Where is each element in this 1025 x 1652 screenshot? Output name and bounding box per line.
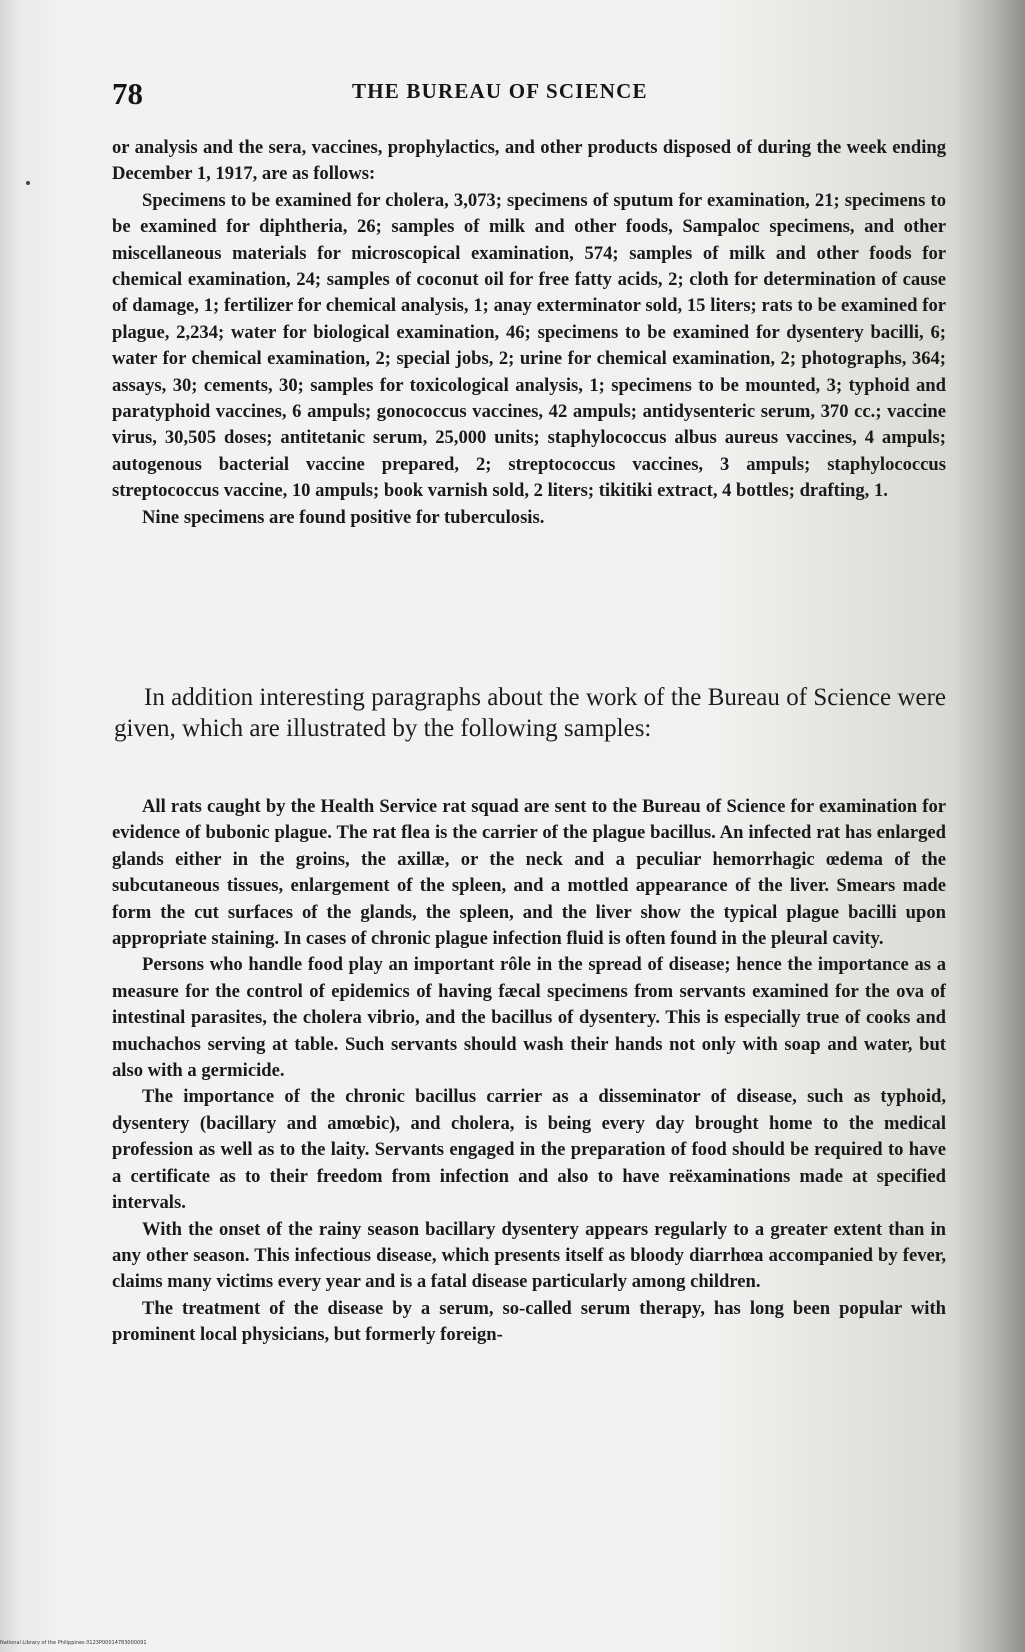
paragraph-rats-plague: All rats caught by the Health Service rat squad are sent to the Bureau of Science for examination for evidence of bubonic plague. The rat flea is the carrier of the plague bacillus. An infected rat has enlarged glands either in the groins, the axillæ, or the neck and a peculiar hemorrhagic œdema of the subcutaneous tissues, enlargement of the spleen, and a mottled appearance of the liver. Smears made form the cut surfaces of the glands, the spleen, and the liver show the typical plague bacilli upon appropriate staining. In cases of chronic plague infection fluid is often found in the pleural cavity. — [112, 796, 946, 950]
paragraph-specimen-list: Specimens to be examined for cholera, 3,073; specimens of sputum for examination, 21; specimens to be examined for diphtheria, 26; samples of milk and other foods, Sampaloc specimens, and other miscellaneous materials for microscopical examination, 574; samples of milk and other foods for chemical examination, 24; samples of coconut oil for free fatty acids, 2; cloth for determination of cause of damage, 1; fertilizer for chemical analysis, 1; anay exterminator sold, 15 liters; rats to be examined for plague, 2,234; water for biological examination, 46; specimens to be examined for dysentery bacilli, 6; water for chemical examination, 2; special jobs, 2; urine for chemical examination, 2; photographs, 364; assays, 30; cements, 30; samples for toxicological analysis, 1; specimens to be mounted, 3; typhoid and paratyphoid vaccines, 6 ampuls; gonococcus vaccines, 42 ampuls; antidysenteric serum, 370 cc.; vaccine virus, 30,505 doses; antitetanic serum, 25,000 units; staphylococcus albus aureus vaccines, 4 ampuls; autogenous bacterial vaccine prepared, 2; streptococcus vaccines, 3 ampuls; staphylococcus streptococcus vaccine, 10 ampuls; book varnish sold, 2 liters; tikitiki extract, 4 bottles; drafting, 1. — [112, 189, 946, 502]
paragraph-serum-therapy: The treatment of the disease by a serum, so-called serum therapy, has long been popular with prominent local physicians, but formerly foreign- — [112, 1297, 946, 1346]
paragraph-continuation: or analysis and the sera, vaccines, prophylactics, and other products disposed of during the week ending December 1, 1917, are as follows: — [112, 137, 946, 185]
page-number: 78 — [112, 76, 143, 111]
text-block-bottom — [112, 794, 946, 1349]
paragraph-bacillus-carrier: The importance of the chronic bacillus carrier as a disseminator of disease, such as typhoid, dysentery (bacillary and amœbic), and cholera, is being every day brought home to the medical profession as well as to the laity. Servants engaged in the preparation of food should be required to have a certificate as to their freedom from infection and also to have reëxaminations made at specified intervals. — [112, 1086, 946, 1214]
paragraph-rainy-season: With the onset of the rainy season bacillary dysentery appears regularly to a greater extent than in any other season. This infectious disease, which presents itself as bloody diarrhœa accompanied by fever, claims many victims every year and is a fatal disease particularly among children. — [112, 1218, 946, 1293]
text-block-top — [112, 135, 946, 531]
intro-paragraph: In addition interesting paragraphs about the work of the Bureau of Science were given, which are illustrated by the following samples: — [114, 684, 946, 742]
running-head: THE BUREAU OF SCIENCE — [352, 79, 648, 103]
scan-speck — [26, 181, 30, 185]
scan-credit: National Library of the Philippines 0123P00014783000091 — [0, 1640, 147, 1646]
paragraph-tuberculosis: Nine specimens are found positive for tuberculosis. — [142, 506, 545, 528]
paragraph-food-handlers: Persons who handle food play an important rôle in the spread of disease; hence the importance as a measure for the control of epidemics of having fæcal specimens from servants examined for the ova of intestinal parasites, the cholera vibrio, and the bacillus of dysentery. This is especially true of cooks and muchachos serving at table. Such servants should wash their hands not only with soap and water, but also with a germicide. — [112, 954, 946, 1082]
